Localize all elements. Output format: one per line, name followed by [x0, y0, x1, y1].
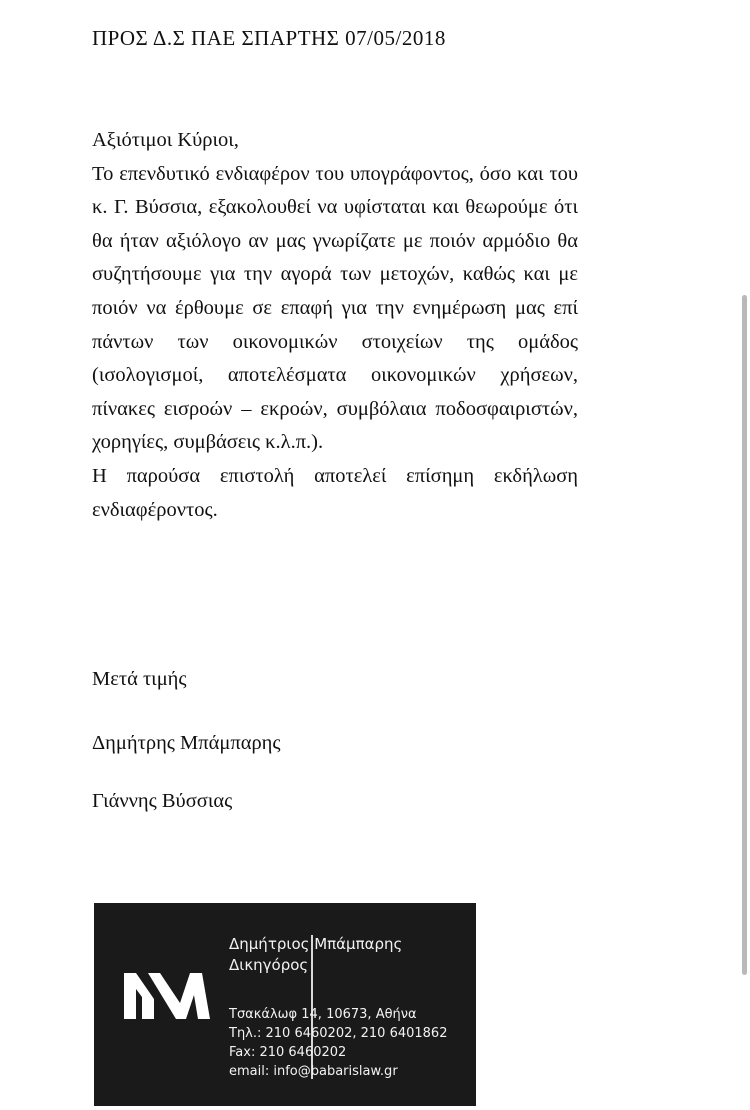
letter-header: ΠΡΟΣ Δ.Σ ΠΑΕ ΣΠΑΡΤΗΣ 07/05/2018 — [92, 26, 446, 50]
signatory-name-1: Δημήτρης Μπάμπαρης — [92, 732, 281, 754]
letter-paragraph-main: Το επενδυτικό ενδιαφέρον του υπογράφοντος, όσο και του κ. Γ. Βύσσια, εξακολουθεί να υφίσταται και θεωρούμε ότι θα ήταν αξιόλογο αν μας γνωρίζατε με ποιόν αρμόδιο θα συζητήσουμε για την αγορά των μετοχών, καθώς και με ποιόν να έρθουμε σε επαφή για την ενημέρωση μας επί πάντων των οικονομικών στοιχείων της ομάδος (ισολογισμοί, αποτελέσματα οικονομικών χρήσεων, πίνακες εισροών – εκροών, συμβόλαια ποδοσφαιριστών, χορηγίες, συμβάσεις κ.λ.π.). — [92, 162, 578, 454]
card-fax: Fax: 210 6460202 — [229, 1045, 347, 1060]
salutation: Αξιότιμοι Κύριοι, — [92, 129, 239, 151]
business-card — [94, 903, 476, 1106]
ma-monogram-logo-icon — [124, 969, 210, 1019]
card-phone: Τηλ.: 210 6460202, 210 6401862 — [229, 1026, 448, 1041]
scrollbar[interactable] — [738, 0, 750, 1110]
closing-regards: Μετά τιμής — [92, 668, 187, 690]
letter-body — [92, 124, 578, 527]
card-email[interactable]: email: info@babarislaw.gr — [229, 1064, 398, 1079]
signatory-name-2: Γιάννης Βύσσιας — [92, 790, 233, 812]
card-name: Δημήτριος Μπάμπαρης — [229, 935, 403, 953]
letter-paragraph-statement: Η παρούσα επιστολή αποτελεί επίσημη εκδήλωση ενδιαφέροντος. — [92, 464, 578, 521]
card-address: Τσακάλωφ 14, 10673, Αθήνα — [229, 1007, 417, 1022]
scrollbar-thumb[interactable] — [742, 295, 747, 975]
card-title: Δικηγόρος — [229, 956, 309, 974]
